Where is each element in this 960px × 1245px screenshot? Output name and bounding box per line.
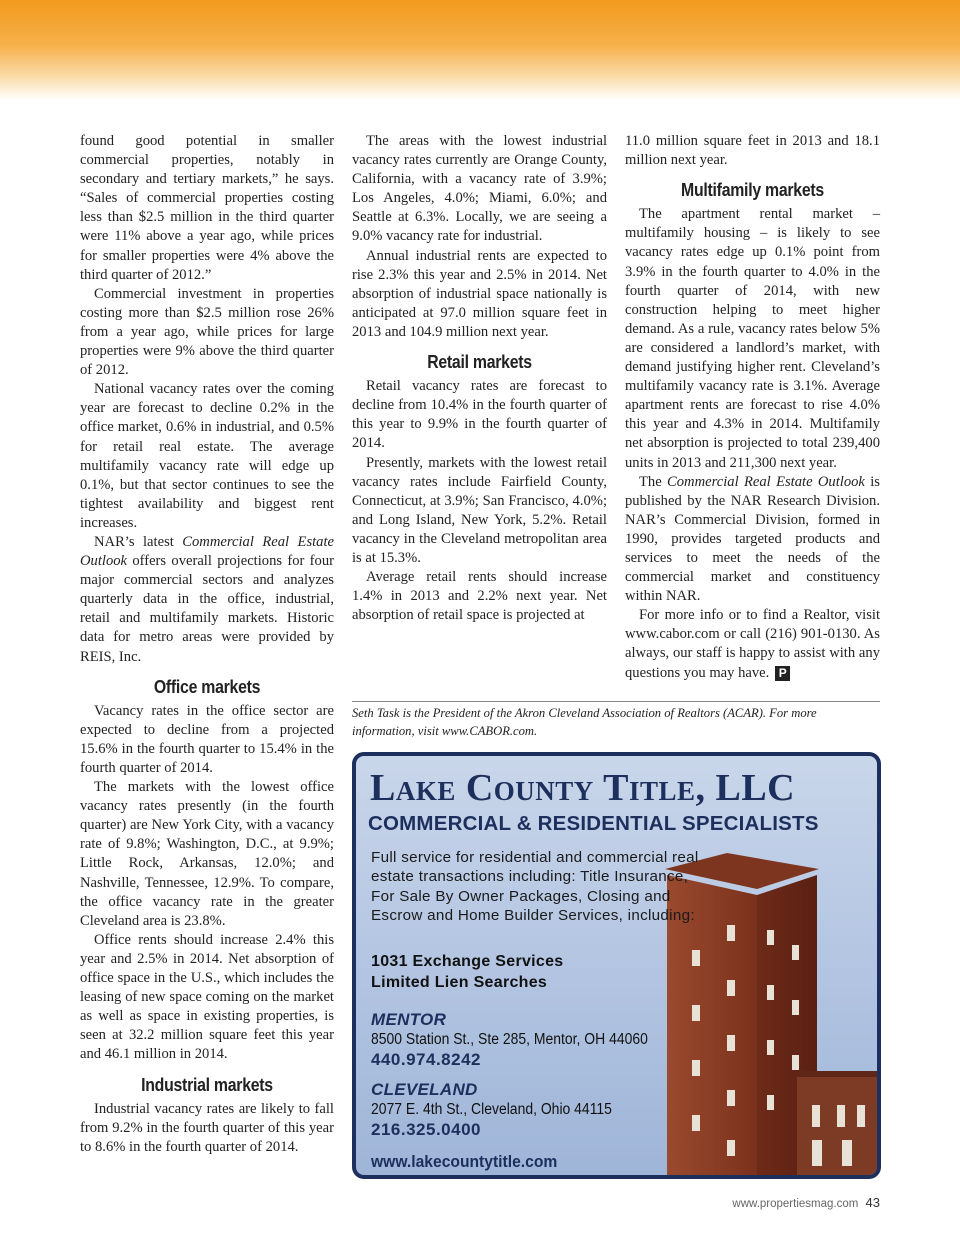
office-address: 8500 Station St., Ste 285, Mentor, OH 44060 [371, 1031, 648, 1048]
paragraph: Annual industrial rents are expected to rise 2.3% this year and 2.5% in 2014. Net absorption of industrial space nationally is anticipated at 97.0 million square feet in 2013 and 104.9 million next year. [352, 247, 607, 340]
paragraph: The apartment rental market – multifamily housing – is likely to see vacancy rates edge up 0.1% point from 3.9% in the fourth quarter to 4.0% in the fourth quarter of 2014, with new construction helping to meet higher demand. As a rule, vacancy rates below 5% are considered a landlord’s market, with demand justifying higher rent. Cleveland’s multifamily vacancy rate is 3.1%. Average apartment rents are forecast to rise 4.0% this year and 4.3% in 2014. Multifamily net absorption is projected to total 239,400 units in 2013 and 211,300 next year. [625, 206, 880, 471]
article-column-1 [80, 132, 334, 1157]
paragraph: Industrial vacancy rates are likely to fall from 9.2% in the fourth quarter of this year to 8.6% in the fourth quarter of 2014. [80, 1100, 334, 1155]
page-footer [732, 1195, 880, 1210]
paragraph: The Commercial Real Estate Outlook is published by the NAR Research Division. NAR’s Commercial Division, formed in 1990, provides targeted products and services to meet the needs of the commercial market and constituency within NAR. [625, 473, 880, 605]
ad-tagline: COMMERCIAL & RESIDENTIAL SPECIALISTS [368, 812, 819, 835]
paragraph: Retail vacancy rates are forecast to decline from 10.4% in the fourth quarter of this year to 9.9% in the fourth quarter of 2014. [352, 378, 607, 452]
paragraph: National vacancy rates over the coming year are forecast to decline 0.2% in the office market, 0.6% in industrial, and 0.5% for retail real estate. The average multifamily vacancy rate will edge up 0.1%, but that sector continues to see the tightest availability and biggest rent increases. [80, 381, 334, 531]
advertisement-lake-county-title[interactable] [352, 752, 881, 1179]
office-cleveland [371, 1080, 639, 1140]
office-name: MENTOR [371, 1010, 447, 1029]
section-heading-retail: Retail markets [427, 352, 532, 373]
service-item: Limited Lien Searches [371, 974, 548, 991]
service-item: 1031 Exchange Services [371, 953, 564, 970]
page-number: 43 [865, 1195, 880, 1210]
article-column-3 [625, 132, 880, 683]
end-of-article-mark: P [775, 666, 790, 681]
footer-website[interactable]: www.propertiesmag.com [732, 1198, 859, 1210]
ad-website-link[interactable]: www.lakecountytitle.com [371, 1152, 558, 1171]
publication-title: Commercial Real Estate Outlook [80, 533, 335, 570]
paragraph: The markets with the lowest office vacancy rates presently (in the fourth quarter) are New York City, with a vacancy rate of 9.8%; Washington, D.C., at 9.9%; Little Rock, Arkansas, 12.0%; and Nashville, Tennessee, 12.9%. To compare, the office vacancy rate in the greater Cleveland area is 23.8%. [80, 779, 334, 929]
ad-company-name: Lake County Title, LLC [370, 767, 796, 809]
paragraph: The areas with the lowest industrial vacancy rates currently are Orange County, California, with a vacancy rate of 3.9%; Los Angeles, 4.0%; Miami, 6.0%; and Seattle at 6.3%. Locally, we are seeing a 9.0% vacancy rate for industrial. [352, 133, 607, 245]
office-name: CLEVELAND [371, 1080, 478, 1099]
ad-description: Full service for residential and commercial real estate transactions including: Title Insurance, For Sale By Owner Packages, Closing and Escrow and Home Builder Services, including: [371, 849, 699, 924]
article-column-2 [352, 132, 607, 625]
section-heading-industrial: Industrial markets [141, 1074, 273, 1095]
office-phone[interactable]: 216.325.0400 [371, 1120, 481, 1139]
paragraph: Commercial investment in properties costing more than $2.5 million rose 26% from a year ago, while prices for large properties were 9% above the third quarter of 2012. [80, 285, 334, 379]
section-heading-multifamily: Multifamily markets [681, 180, 824, 201]
office-phone[interactable]: 440.974.8242 [371, 1050, 481, 1069]
publication-title: Commercial Real Estate Outlook [667, 473, 865, 490]
paragraph: Average retail rents should increase 1.4% in 2013 and 2.2% next year. Net absorption of retail space is projected at [352, 569, 607, 624]
byline-divider [352, 701, 880, 702]
header-color-band [0, 0, 960, 100]
paragraph: found good potential in smaller commercial properties, notably in secondary and tertiary markets,” he says. “Sales of commercial properties costing less than $2.5 million in the third quarter were 11% above a year ago, while prices for smaller properties were 4% above the third quarter of 2012.” [80, 133, 334, 283]
paragraph: Vacancy rates in the office sector are expected to decline from a projected 15.6% in the fourth quarter to 15.4% in the fourth quarter of 2014. [80, 702, 334, 776]
paragraph: 11.0 million square feet in 2013 and 18.1 million next year. [625, 133, 880, 169]
paragraph: Office rents should increase 2.4% this year and 2.5% in 2014. Net absorption of office space in the U.S., which includes the leasing of new space coming on the market as well as space in existing properties, is seen at 32.2 million square feet this year and 46.1 million in 2014. [80, 931, 334, 1063]
section-heading-office: Office markets [153, 676, 261, 697]
paragraph: Presently, markets with the lowest retail vacancy rates include Fairfield County, Connecticut, at 3.9%; San Francisco, 4.0%; and Long Island, New York, 5.2%. Retail vacancy in the Cleveland metropolitan area is at 15.3%. [352, 454, 607, 566]
author-byline: Seth Task is the President of the Akron Cleveland Association of Realtors (ACAR). For more information, visit www.CABOR.com. [352, 706, 817, 738]
office-address: 2077 E. 4th St., Cleveland, Ohio 44115 [371, 1101, 612, 1118]
office-mentor [371, 1010, 679, 1070]
paragraph: For more info or to find a Realtor, visit www.cabor.com or call (216) 901-0130. As always, our staff is happy to assist with any questions you may have. P [625, 607, 880, 681]
paragraph: NAR’s latest Commercial Real Estate Outlook offers overall projections for four major commercial sectors and analyzes quarterly data in the office, industrial, retail and multifamily markets. Historic data for metro areas were provided by REIS, Inc. [80, 533, 335, 665]
ad-services-list [371, 951, 691, 993]
